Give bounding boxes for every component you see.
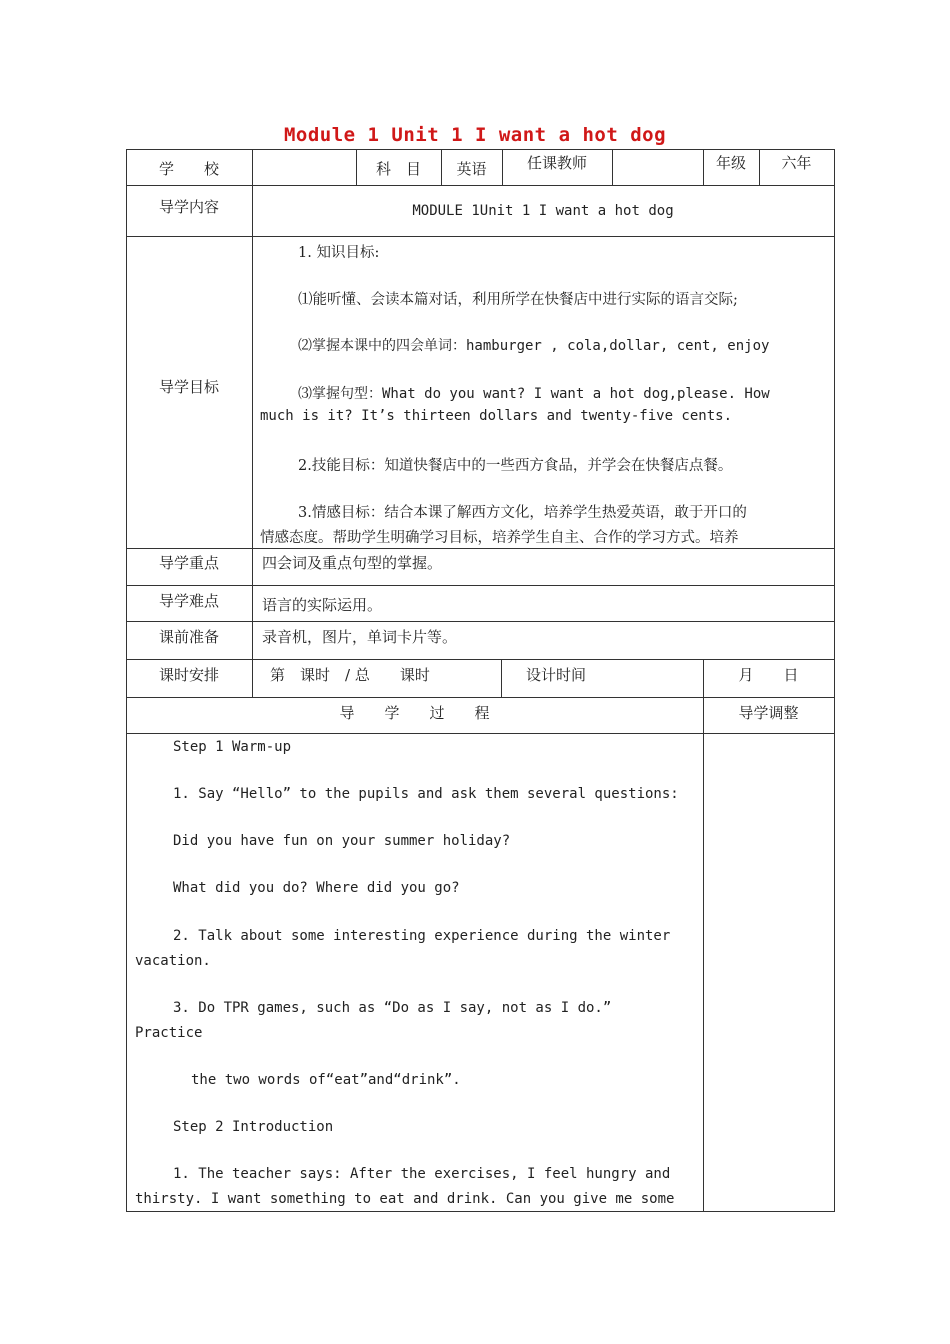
goal-line: 1. 知识目标: xyxy=(298,245,380,261)
process-body xyxy=(126,733,704,1212)
grade-value: 六年 xyxy=(759,149,835,186)
adjust-label: 导学调整 xyxy=(703,697,835,734)
process-line: 2. Talk about some interesting experience during the winter xyxy=(173,928,671,944)
process-line: 3. Do TPR games, such as “Do as I say, not as I do.” xyxy=(173,1000,612,1016)
school-value xyxy=(252,149,357,186)
page-title: Module 1 Unit 1 I want a hot dog xyxy=(283,124,667,146)
content-label: 导学内容 xyxy=(126,185,253,237)
schedule-label: 课时安排 xyxy=(126,659,253,698)
difficulties-label: 导学难点 xyxy=(126,585,253,622)
goal-line: ⑴能听懂、会读本篇对话，利用所学在快餐店中进行实际的语言交际; xyxy=(298,292,738,308)
goal-line: much is it? It’s thirteen dollars and twenty-five cents. xyxy=(260,408,733,424)
schedule-value: 第 课时 / 总 课时 xyxy=(252,659,502,698)
process-line: Step 1 Warm-up xyxy=(173,739,292,755)
goal-line: ⑵掌握本课中的四会单词：hamburger , cola,dollar, cent, enjoy xyxy=(298,338,770,354)
key-points-label: 导学重点 xyxy=(126,548,253,586)
adjust-body xyxy=(703,733,835,1212)
process-line: vacation. xyxy=(135,953,211,969)
process-line: Practice xyxy=(135,1025,203,1041)
school-label: 学 校 xyxy=(126,149,253,186)
subject-label: 科 目 xyxy=(356,149,442,186)
difficulties-value: 语言的实际运用。 xyxy=(252,585,835,622)
grade-label: 年级 xyxy=(703,149,760,186)
preparation-value: 录音机，图片，单词卡片等。 xyxy=(252,621,835,660)
content-value: MODULE 1Unit 1 I want a hot dog xyxy=(252,185,835,237)
process-line: the two words of“eat”and“drink”. xyxy=(191,1072,461,1088)
process-line: Did you have fun on your summer holiday? xyxy=(173,833,511,849)
subject-value: 英语 xyxy=(441,149,503,186)
design-time-label: 设计时间 xyxy=(501,659,704,698)
goals-label: 导学目标 xyxy=(126,236,253,549)
process-line: 1. The teacher says: After the exercises, I feel hungry and xyxy=(173,1166,671,1182)
process-line: 1. Say “Hello” to the pupils and ask them several questions: xyxy=(173,786,679,802)
process-label: 导 学 过 程 xyxy=(126,697,704,734)
teacher-value xyxy=(612,149,704,186)
goal-line: 2.技能目标：知道快餐店中的一些西方食品，并学会在快餐店点餐。 xyxy=(298,458,733,474)
date-value: 月 日 xyxy=(703,659,835,698)
process-line: Step 2 Introduction xyxy=(173,1119,334,1135)
goal-line: ⑶掌握句型：What do you want? I want a hot dog,please. How xyxy=(298,386,770,402)
key-points-value: 四会词及重点句型的掌握。 xyxy=(252,548,835,586)
goal-line: 情感态度。帮助学生明确学习目标，培养学生自主、合作的学习方式。培养 xyxy=(260,530,739,546)
goals-cell xyxy=(252,236,835,549)
teacher-label: 任课教师 xyxy=(502,149,613,186)
goal-line: 3.情感目标：结合本课了解西方文化，培养学生热爱英语，敢于开口的 xyxy=(298,505,747,521)
process-line: thirsty. I want something to eat and drink. Can you give me some xyxy=(135,1191,675,1207)
process-line: What did you do? Where did you go? xyxy=(173,880,460,896)
preparation-label: 课前准备 xyxy=(126,621,253,660)
